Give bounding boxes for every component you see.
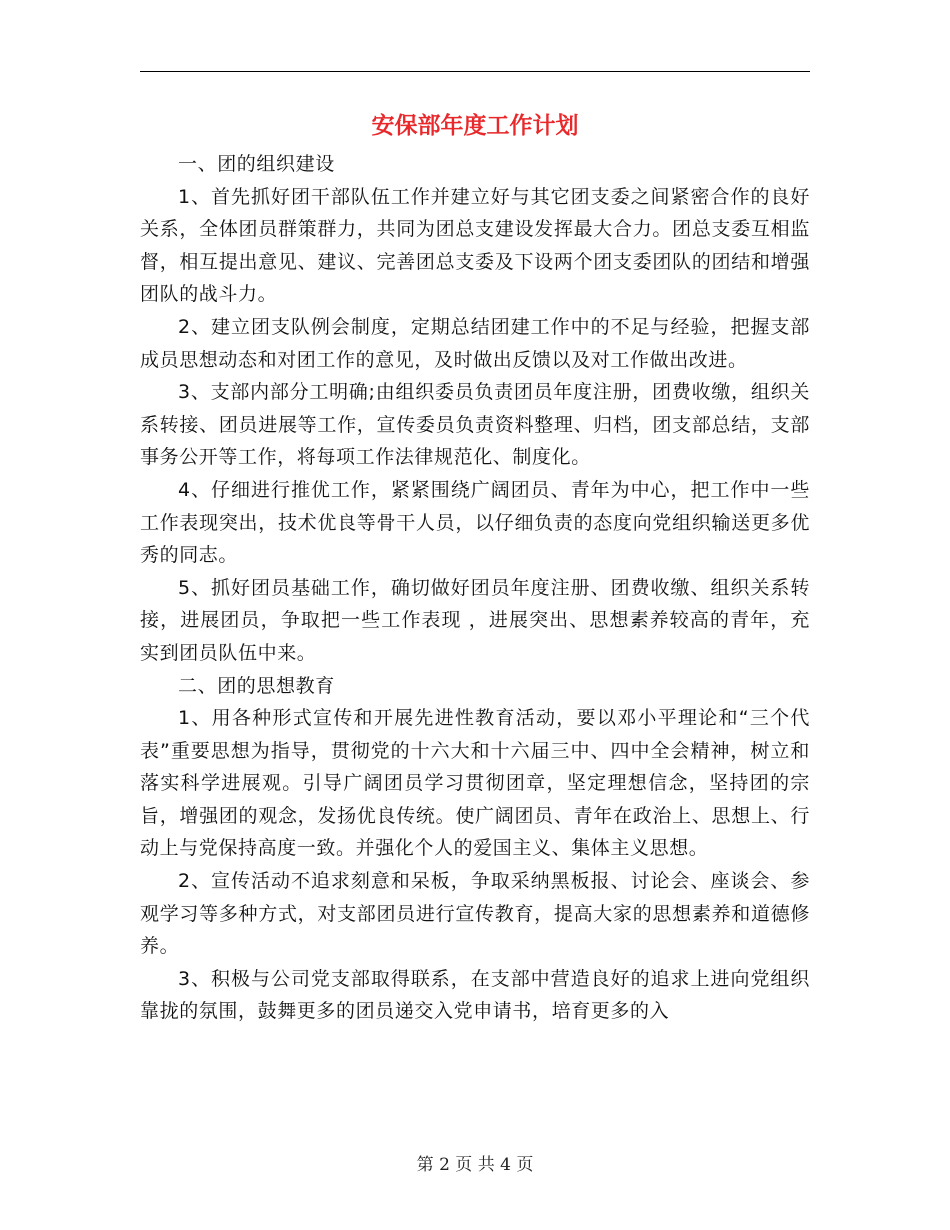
paragraph: 3、积极与公司党支部取得联系，在支部中营造良好的追求上进向党组织靠拢的氛围，鼓舞更多的团员递交入党申请书，培育更多的入 xyxy=(140,967,810,1023)
page-footer: 第 2 页 共 4 页 xyxy=(416,1155,534,1175)
paragraph: 4、仔细进行推优工作，紧紧围绕广阔团员、青年为中心，把工作中一些工作表现突出，技术优良等骨干人员，以仔细负责的态度向党组织输送更多优秀的同志。 xyxy=(140,478,810,567)
document-body xyxy=(140,148,810,1028)
document-title: 安保部年度工作计划 xyxy=(371,112,579,139)
paragraph: 3、支部内部分工明确;由组织委员负责团员年度注册，团费收缴，组织关系转接、团员进展等工作，宣传委员负责资料整理、归档，团支部总结，支部事务公开等工作，将每项工作法律规范化、制度化。 xyxy=(140,381,810,469)
paragraph: 5、抓好团员基础工作，确切做好团员年度注册、团费收缴、组织关系转接，进展团员，争取把一些工作表现 ，进展突出、思想素养较高的青年，充实到团员队伍中来。 xyxy=(140,576,810,664)
paragraph: 1、用各种形式宣传和开展先进性教育活动，要以邓小平理论和“三个代表”重要思想为指导，贯彻党的十六大和十六届三中、四中全会精神，树立和落实科学进展观。引导广阔团员学习贯彻团章，坚定理想信念，坚持团的宗旨，增强团的观念，发扬优良传统。使广阔团员、青年在政治上、思想上、行动上与党保持高度一致。并强化个人的爱国主义、集体主义思想。 xyxy=(140,707,810,860)
paragraph: 2、建立团支队例会制度，定期总结团建工作中的不足与经验，把握支部成员思想动态和对团工作的意见，及时做出反馈以及对工作做出改进。 xyxy=(140,315,810,371)
header-rule xyxy=(140,71,810,72)
paragraph: 2、宣传活动不追求刻意和呆板，争取采纳黑板报、讨论会、座谈会、参观学习等多种方式，对支部团员进行宣传教育，提高大家的思想素养和道德修养。 xyxy=(140,870,810,958)
section-heading-ideology: 二、团的思想教育 xyxy=(178,674,335,697)
paragraph: 1、首先抓好团干部队伍工作并建立好与其它团支委之间紧密合作的良好关系，全体团员群策群力，共同为团总支建设发挥最大合力。团总支委互相监督，相互提出意见、建议、完善团总支委及下设两个团支委团队的团结和增强团队的战斗力。 xyxy=(140,185,810,306)
section-heading-organization: 一、团的组织建设 xyxy=(178,153,335,175)
